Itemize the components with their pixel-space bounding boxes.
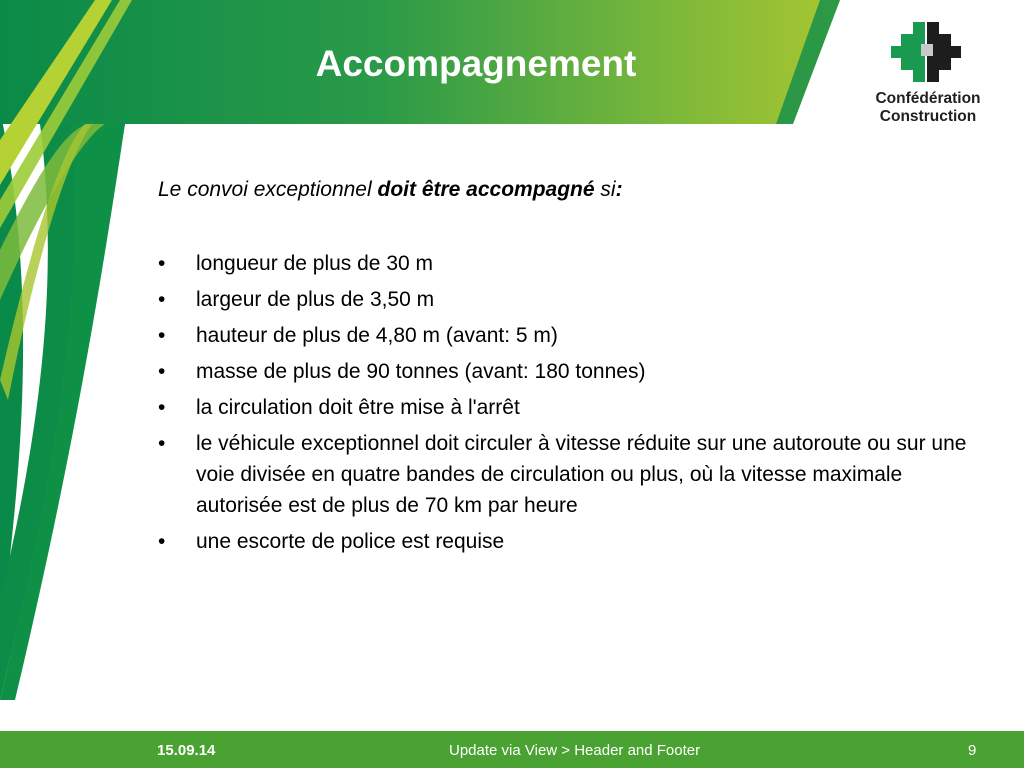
list-item <box>158 428 988 521</box>
logo-line-2: Construction <box>879 108 977 125</box>
slide-footer <box>0 731 1024 768</box>
bullet-marker: • <box>158 530 166 553</box>
bullet-marker: • <box>158 324 166 347</box>
list-item-text: hauteur de plus de 4,80 m (avant: 5 m) <box>196 324 558 347</box>
bullet-marker: • <box>158 360 166 383</box>
list-item-text: longueur de plus de 30 m <box>196 252 433 275</box>
bullet-marker: • <box>158 252 166 275</box>
list-item <box>158 526 988 557</box>
confederation-construction-logo-icon <box>891 18 965 86</box>
condition-list <box>158 248 988 562</box>
slide-title: Accompagnement <box>315 43 637 84</box>
list-item-text: masse de plus de 90 tonnes (avant: 180 tonnes) <box>196 360 646 383</box>
logo-text <box>862 90 994 126</box>
page-number: 9 <box>968 742 977 759</box>
company-logo <box>862 18 994 130</box>
list-item <box>158 356 988 387</box>
list-item-text: une escorte de police est requise <box>196 530 505 553</box>
list-item-text: largeur de plus de 3,50 m <box>196 288 435 311</box>
footer-date: 15.09.14 <box>157 742 216 759</box>
intro-sentence <box>158 176 623 204</box>
list-item-text: le véhicule exceptionnel doit circuler à vitesse réduite sur une autoroute ou sur une voie divisée en quatre bandes de circulation ou plus, où la vitesse maximale autorisée est de plus de 70 km par heure <box>196 432 967 517</box>
logo-line-1: Confédération <box>875 90 981 107</box>
bullet-marker: • <box>158 396 166 419</box>
footer-note: Update via View > Header and Footer <box>449 742 701 759</box>
bullet-marker: • <box>158 288 166 311</box>
list-item <box>158 320 988 351</box>
list-item <box>158 284 988 315</box>
list-item <box>158 392 988 423</box>
list-item <box>158 248 988 279</box>
intro-part-3: si <box>594 178 616 201</box>
intro-part-1: Le convoi exceptionnel <box>158 178 378 201</box>
bullet-marker: • <box>158 432 166 455</box>
intro-colon: : <box>615 178 623 201</box>
intro-emphasis: doit être accompagné <box>377 178 595 201</box>
list-item-text: la circulation doit être mise à l'arrêt <box>196 396 520 419</box>
